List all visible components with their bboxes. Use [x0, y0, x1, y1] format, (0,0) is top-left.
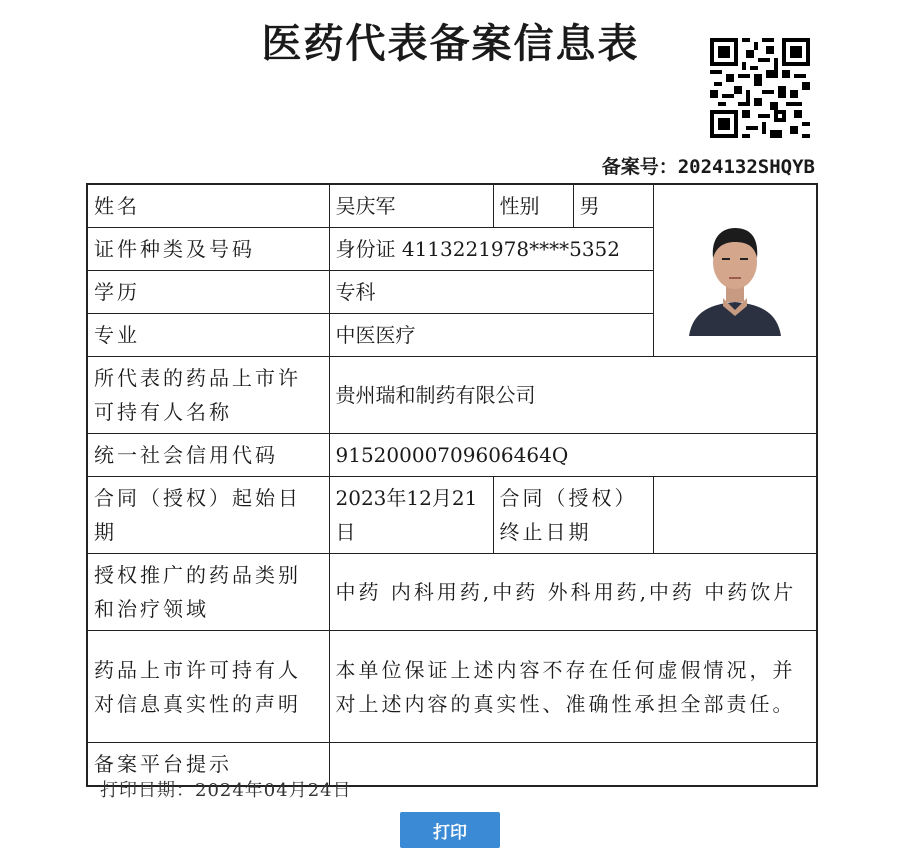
record-number-label: 备案号： — [601, 156, 678, 178]
row-scope — [87, 554, 817, 631]
scope-label: 授权推广的药品类别和治疗领域 — [87, 554, 329, 631]
education-label: 学历 — [87, 271, 329, 314]
row-credit — [87, 434, 817, 477]
name-label: 姓名 — [87, 184, 329, 228]
row-holder — [87, 357, 817, 434]
scope-value: 中药 内科用药,中药 外科用药,中药 中药饮片 — [329, 554, 817, 631]
info-table — [86, 183, 818, 787]
avatar — [683, 206, 787, 336]
photo-cell — [653, 184, 817, 357]
credit-label: 统一社会信用代码 — [87, 434, 329, 477]
statement-value: 本单位保证上述内容不存在任何虚假情况，并对上述内容的真实性、准确性承担全部责任。 — [329, 631, 817, 743]
end-date-label: 合同（授权）终止日期 — [493, 477, 653, 554]
start-date-label: 合同（授权）起始日期 — [87, 477, 329, 554]
record-number — [602, 152, 815, 179]
holder-label: 所代表的药品上市许可持有人名称 — [87, 357, 329, 434]
qr-code-icon — [710, 38, 810, 138]
education-value: 专科 — [329, 271, 653, 314]
record-number-value: 2024132SHQYB — [677, 156, 815, 178]
name-value: 吴庆军 — [329, 184, 493, 228]
credit-value: 91520000709606464Q — [329, 434, 817, 477]
end-date-value — [653, 477, 817, 554]
holder-value: 贵州瑞和制药有限公司 — [329, 357, 817, 434]
statement-label: 药品上市许可持有人对信息真实性的声明 — [87, 631, 329, 743]
id-label: 证件种类及号码 — [87, 228, 329, 271]
print-button[interactable]: 打印 — [400, 812, 500, 848]
row-statement — [87, 631, 817, 743]
platform-value — [329, 743, 817, 787]
page-title: 医药代表备案信息表 — [261, 20, 640, 67]
major-value: 中医医疗 — [329, 314, 653, 357]
platform-label: 备案平台提示 — [87, 743, 329, 787]
gender-value: 男 — [573, 184, 653, 228]
row-dates — [87, 477, 817, 554]
major-label: 专业 — [87, 314, 329, 357]
gender-label: 性别 — [493, 184, 573, 228]
print-date: 打印日期：2024年04月24日 — [100, 780, 352, 801]
id-value: 身份证 4113221978****5352 — [329, 228, 653, 271]
start-date-value: 2023年12月21日 — [329, 477, 493, 554]
row-name — [87, 184, 817, 228]
